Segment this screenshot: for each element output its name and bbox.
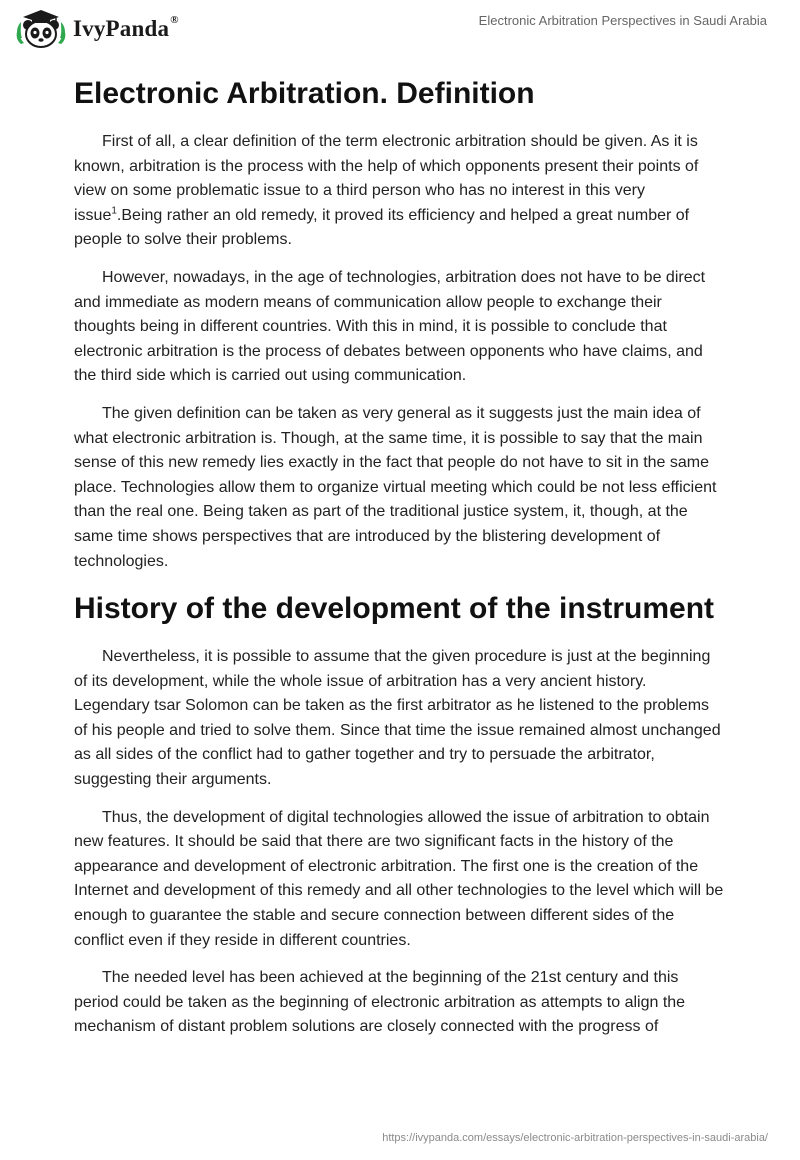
essay-body: [74, 70, 726, 1053]
registered-mark: ®: [170, 14, 179, 26]
footer-url-link[interactable]: https://ivypanda.com/essays/electronic-arbitration-perspectives-in-saudi-arabia/: [382, 1132, 768, 1144]
logo-wordmark: IvyPanda®: [73, 14, 179, 41]
paragraph: The given definition can be taken as very general as it suggests just the main idea of what electronic arbitration is. Though, at the same time, it is possible to say that the main sense of this new remedy lies exactly in the fact that people do not have to sit in the same place. Technologies allow them to organize virtual meeting which could be not less efficient than the real one. Being taken as part of the traditional justice system, it, though, at the same time shows perspectives that are introduced by the blistering development of technologies.: [74, 404, 717, 570]
paragraph: However, nowadays, in the age of technologies, arbitration does not have to be direct and immediate as modern means of communication allow people to exchange their thoughts being in different countries. With this in mind, it is possible to conclude that electronic arbitration is the process of debates between opponents who have claims, and the third side which is carried out using communication.: [74, 268, 706, 385]
paragraph: Nevertheless, it is possible to assume that the given procedure is just at the beginning of its development, while the whole issue of arbitration has a very ancient history. Legendary tsar Solomon can be taken as the first arbitrator as he listened to the problems of his people and tried to solve them. Since that time the issue remained almost unchanged as all sides of the conflict had to gather together and try to persuade the arbitrator, suggesting their arguments.: [74, 648, 721, 789]
paragraph: Thus, the development of digital technologies allowed the issue of arbitration to obtain new features. It should be said that there are two significant facts in the history of the appearance and development of electronic arbitration. The first one is the creation of the Internet and development of this remedy and all other technologies to the level which will be enough to guarantee the stable and secure connection between different sides of the conflict even if they reside in different countries.: [74, 808, 724, 949]
ivypanda-logo[interactable]: [15, 8, 179, 50]
section-heading-history: History of the development of the instrument: [74, 592, 715, 626]
section-heading-definition: Electronic Arbitration. Definition: [74, 77, 535, 110]
page-header: [0, 0, 800, 60]
document-title: Electronic Arbitration Perspectives in Saudi Arabia: [478, 13, 767, 28]
paragraph: The needed level has been achieved at the beginning of the 21st century and this period could be taken as the beginning of electronic arbitration as attempts to align the mechanism of distant problem solutions are closely connected with the progress of: [74, 969, 686, 1036]
panda-graduate-icon: [15, 8, 67, 50]
footnote-reference[interactable]: 1: [111, 205, 117, 217]
paragraph: First of all, a clear definition of the term electronic arbitration should be given. As it is known, arbitration is the process with the help of which opponents present their points of view on some problematic issue to a third person who has no interest in this very issue$^1$.Being rather an old remedy, it proved its efficiency and helped a great number of people to solve their problems.: [74, 133, 699, 249]
